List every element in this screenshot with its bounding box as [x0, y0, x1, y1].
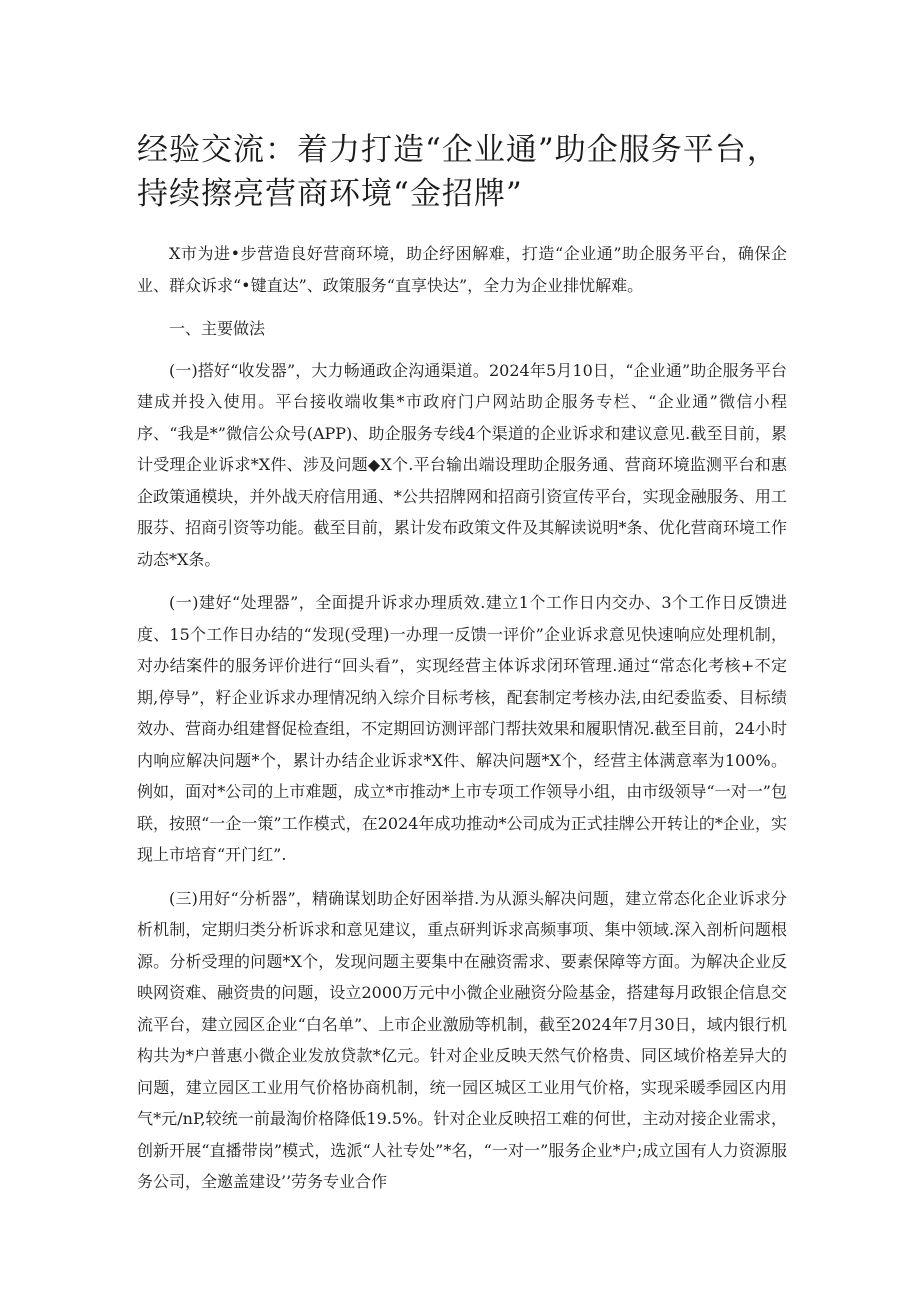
body-paragraph-3: (三)用好“分析器”，精确谋划助企好困举措.为从源头解决问题，建立常态化企业诉求分析机制，定期归类分析诉求和意见建议，重点研判诉求高频事项、集中领域.深入剖析问题根源。分析受理的问题*X个，发现问题主要集中在融资需求、要素保障等方面。为解决企业反映网资难、融资贵的问题，设立2000万元中小微企业融资分险基金，搭建每月政银企信息交流平台，建立园区企业“白名单”、上市企业激励等机制，截至2024年7月30日，域内银行机构共为*户普惠小微企业发放贷款*亿元。针对企业反映天然气价格贵、同区域价格差异大的问题，建立园区工业用气价格协商机制，统一园区城区工业用气价格，实现采暖季园区内用气*元/nP,较统一前最淘价格降低19.5%。针对企业反映招工难的何世，主动对接企业需求，创新开展“直播带岗”模式，选派“人社专处”*名，“一对一”服务企业*户;成立国有人力资源服务公司，全邀盖建设’’劳务专业合作	[137, 888, 787, 1191]
document-title: 经验交流：着力打造“企业通”助企服务平台，持续擦亮营商环境“金招牌”	[137, 132, 779, 212]
body-paragraph-2: (一)建好“处理器”，全面提升诉求办理质效.建立1个工作日内交办、3个工作日反馈进度、15个工作日办结的“发现(受理)一办理一反馈一评价”企业诉求意见快速响应处理机制，对办结案件的服务评价进行“回头看”，实现经营主体诉求闭环管理.通过“常态化考核+不定期,停导”，籽企业诉求办理情况纳入综介目标考核，配套制定考核办法,由纪委监委、目标绩效办、营商办组建督促检查组，不定期回访测评部门帮扶效果和履职情况.截至目前，24小时内响应解决问题*个，累计办结企业诉求*X件、解决问题*X个，经营主体满意率为100%。例如，面对*公司的上市难题，成立*市推动*上市专项工作领导小组，由市级领导“一对一”包联，按照“一企一策”工作模式，在2024年成功推动*公司成为正式挂牌公开转让的*企业，实现上市培育“开门红”.	[137, 593, 787, 864]
intro-paragraph: X市为进•步营造良好营商环境，助企纾困解难，打造“企业通”助企服务平台，确保企业、群众诉求“•键直达”、政策服务“直享快达”，全力为企业排忧解难。	[137, 244, 787, 295]
body-paragraph-1: (一)搭好“收发器”，大力畅通政企沟通渠道。2024年5月10日，“企业通”助企服务平台建成并投入使用。平台接收端收集*市政府门户网站助企服务专栏、“企业通”微信小程序、“我是*”微信公众号(APP)、助企服务专线4个渠道的企业诉求和建议意见.截至目前，累计受理企业诉求*X件、涉及问题◆X个.平台输出端设理助企服务通、营商环境监测平台和惠企政策通模块，并外战天府信用通、*公共招牌网和招商引资宣传平台，实现金融服务、用工服芬、招商引资等功能。截至目前，累计发布政策文件及其解读说明*条、优化营商环境工作动态*X条。	[137, 360, 787, 569]
section-heading: 一、主要做法	[169, 319, 266, 338]
document-page	[137, 128, 787, 1210]
